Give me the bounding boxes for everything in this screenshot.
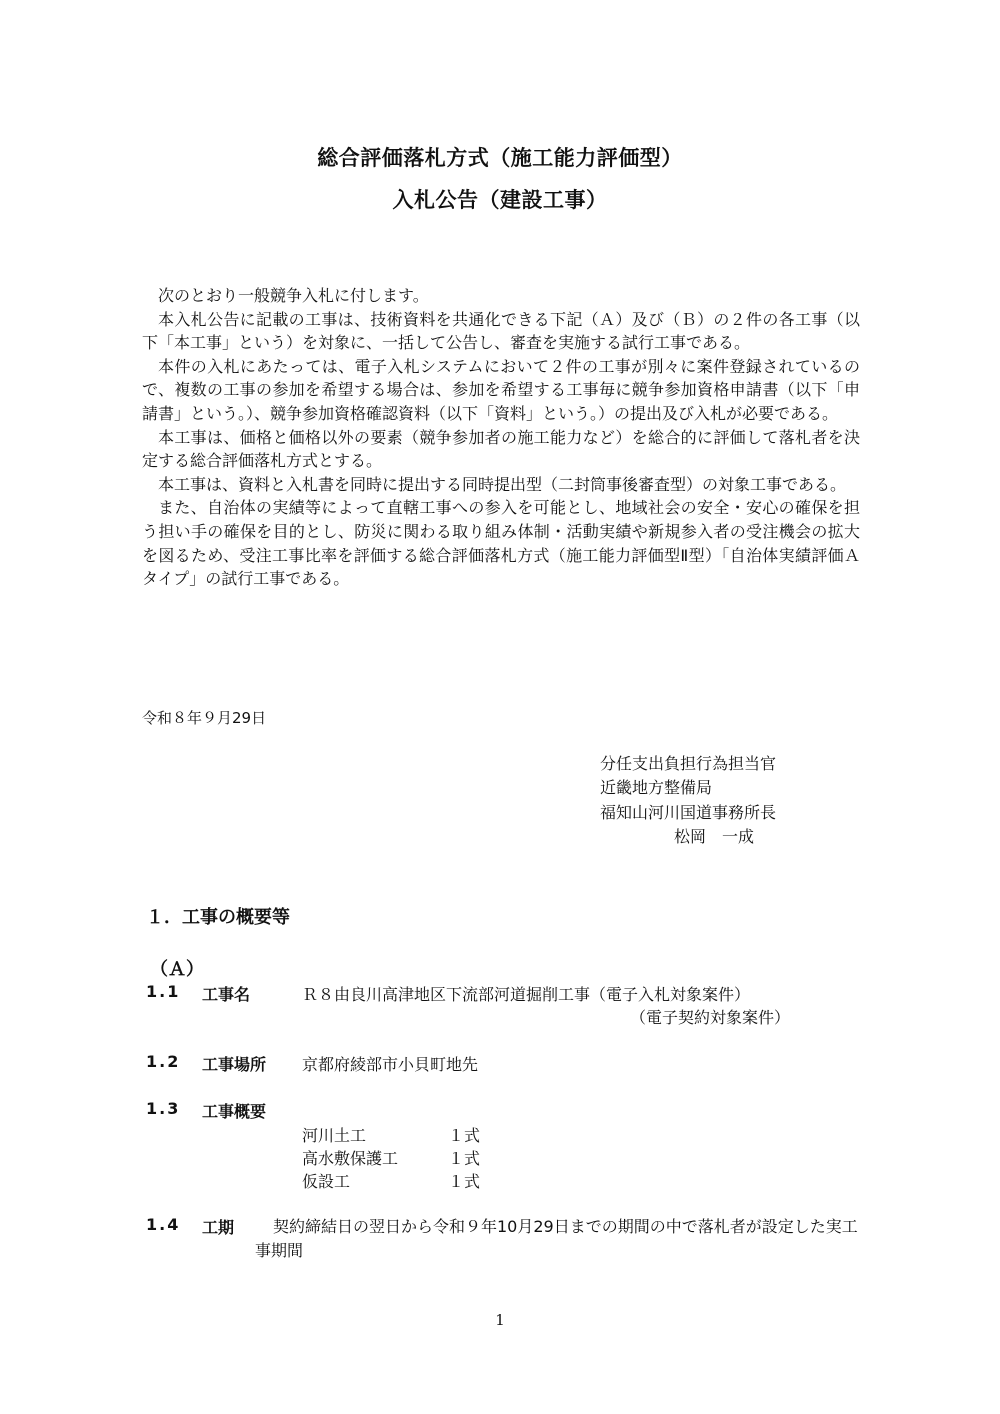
intro-paragraph: 次のとおり一般競争入札に付します。 (158, 286, 429, 305)
document-title: 総合評価落札方式（施工能力評価型） (317, 146, 683, 170)
signatory-name: 松岡 一成 (674, 826, 755, 846)
notice-date: 令和８年９月29日 (142, 709, 267, 727)
subsection-label: （Ａ） (150, 959, 204, 980)
signatory-office: 福知山河川国道事務所長 (600, 802, 777, 822)
overview-item: 河川土工 (302, 1126, 367, 1145)
item-label: 工事場所 (202, 1055, 267, 1074)
item-label: 工事概要 (202, 1102, 267, 1121)
intro-paragraph: 本件の入札にあたっては、電子入札システムにおいて２件の工事が別々に案件登録されているので、複数の工事の参加を希望する場合は、参加を希望する工事毎に競争参加資格申請書（以下「申請書」という。）、競争参加資格確認資料（以下「資料」という。）の提出及び入札が必要である。 (142, 356, 860, 423)
page-number: 1 (495, 1311, 505, 1329)
item-label: 工期 (202, 1218, 235, 1237)
document-subtitle: 入札公告（建設工事） (392, 188, 608, 212)
intro-paragraphs (142, 284, 860, 591)
intro-paragraph: また、自治体の実績等によって直轄工事への参入を可能とし、地域社会の安全・安心の確保を担う担い手の確保を目的とし、防災に関わる取り組み体制・活動実績や新規参入者の受注機会の拡大を図るため、受注工事比率を評価する総合評価落札方式（施工能力評価型Ⅱ型）「自治体実績評価Ａタイプ」の試行工事である。 (142, 498, 860, 589)
item-label: 工事名 (202, 985, 251, 1004)
item-number: 1.4 (146, 1215, 181, 1234)
signatory-title: 分任支出負担行為担当官 (600, 754, 777, 773)
intro-paragraph: 本入札公告に記載の工事は、技術資料を共通化できる下記（Ａ）及び（Ｂ）の２件の各工事（以下「本工事」という）を対象に、一括して公告し、審査を実施する試行工事である。 (142, 309, 860, 353)
intro-paragraph: 本工事は、価格と価格以外の要素（競争参加者の施工能力など）を総合的に評価して落札者を決定する総合評価落札方式とする。 (142, 427, 860, 471)
overview-qty: １式 (448, 1172, 481, 1191)
item-number: 1.3 (146, 1099, 181, 1118)
construction-location: 京都府綾部市小貝町地先 (302, 1055, 479, 1074)
overview-qty: １式 (448, 1149, 481, 1168)
signatory-bureau: 近畿地方整備局 (600, 778, 713, 798)
overview-qty: １式 (448, 1126, 481, 1145)
construction-name: Ｒ８由良川高津地区下流部河道掘削工事（電子入札対象案件） (302, 985, 751, 1004)
section-heading: １．工事の概要等 (146, 907, 290, 928)
signatory-block (600, 752, 776, 849)
overview-item: 高水敷保護工 (302, 1149, 399, 1168)
intro-paragraph: 本工事は、資料と入札書を同時に提出する同時提出型（二封筒事後審査型）の対象工事である。 (158, 474, 847, 494)
construction-name-note: （電子契約対象案件） (630, 1008, 791, 1027)
item-number: 1.2 (146, 1052, 181, 1071)
overview-item: 仮設工 (302, 1172, 351, 1191)
item-number: 1.1 (146, 982, 181, 1001)
construction-period: 契約締結日の翌日から令和９年10月29日までの期間の中で落札者が設定した実工事期間 (255, 1217, 858, 1260)
